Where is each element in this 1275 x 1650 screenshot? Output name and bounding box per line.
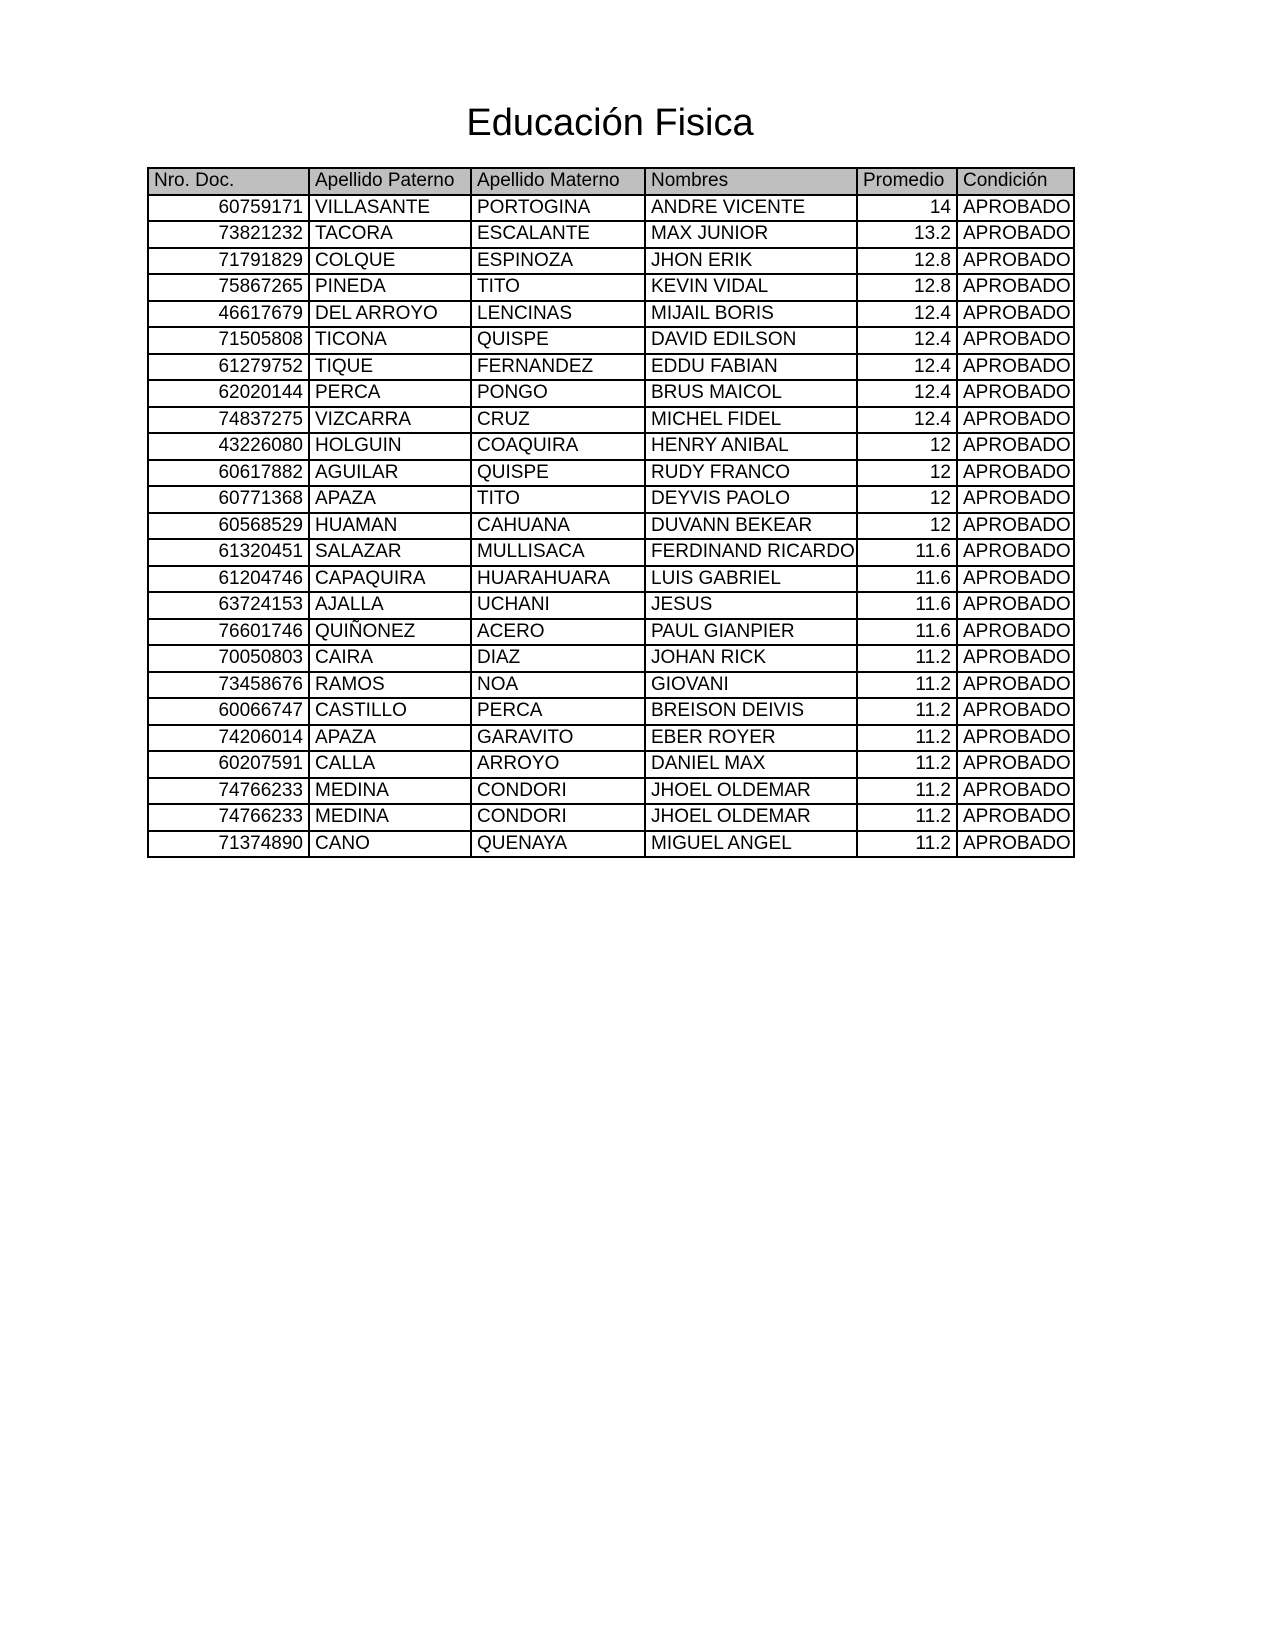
cell-nombres: EDDU FABIAN [645, 354, 857, 381]
cell-nro-doc: 63724153 [148, 592, 309, 619]
cell-promedio: 11.2 [857, 804, 957, 831]
cell-nombres: FERDINAND RICARDO [645, 539, 857, 566]
cell-apellido-materno: ESPINOZA [471, 248, 645, 275]
cell-nombres: JHOEL OLDEMAR [645, 778, 857, 805]
table-row [148, 751, 1074, 778]
cell-promedio: 12.4 [857, 327, 957, 354]
cell-nombres: JESUS [645, 592, 857, 619]
cell-apellido-paterno: CASTILLO [309, 698, 471, 725]
cell-nro-doc: 74766233 [148, 778, 309, 805]
cell-promedio: 11.2 [857, 778, 957, 805]
cell-condicion: APROBADO [957, 831, 1074, 858]
table-body [148, 195, 1074, 858]
cell-condicion: APROBADO [957, 221, 1074, 248]
cell-promedio: 14 [857, 195, 957, 222]
cell-promedio: 12 [857, 486, 957, 513]
cell-apellido-materno: ACERO [471, 619, 645, 646]
cell-nombres: JHOEL OLDEMAR [645, 804, 857, 831]
cell-nombres: MIGUEL ANGEL [645, 831, 857, 858]
cell-nro-doc: 76601746 [148, 619, 309, 646]
cell-promedio: 12.4 [857, 354, 957, 381]
cell-nombres: HENRY ANIBAL [645, 433, 857, 460]
cell-nro-doc: 71505808 [148, 327, 309, 354]
cell-apellido-paterno: HOLGUIN [309, 433, 471, 460]
table-row [148, 301, 1074, 328]
cell-apellido-paterno: SALAZAR [309, 539, 471, 566]
cell-condicion: APROBADO [957, 645, 1074, 672]
cell-nombres: MICHEL FIDEL [645, 407, 857, 434]
cell-apellido-materno: MULLISACA [471, 539, 645, 566]
cell-nro-doc: 71374890 [148, 831, 309, 858]
table-row [148, 380, 1074, 407]
cell-apellido-paterno: COLQUE [309, 248, 471, 275]
cell-nro-doc: 60568529 [148, 513, 309, 540]
cell-condicion: APROBADO [957, 407, 1074, 434]
table-row [148, 195, 1074, 222]
table-row [148, 804, 1074, 831]
cell-apellido-paterno: CALLA [309, 751, 471, 778]
table-row [148, 433, 1074, 460]
cell-condicion: APROBADO [957, 354, 1074, 381]
cell-apellido-materno: GARAVITO [471, 725, 645, 752]
cell-promedio: 12.8 [857, 248, 957, 275]
cell-condicion: APROBADO [957, 486, 1074, 513]
table-row [148, 831, 1074, 858]
cell-condicion: APROBADO [957, 778, 1074, 805]
grades-table [147, 167, 1075, 858]
cell-apellido-materno: QUISPE [471, 327, 645, 354]
cell-condicion: APROBADO [957, 592, 1074, 619]
cell-apellido-materno: PERCA [471, 698, 645, 725]
cell-promedio: 13.2 [857, 221, 957, 248]
cell-promedio: 12 [857, 433, 957, 460]
cell-promedio: 11.6 [857, 619, 957, 646]
cell-apellido-paterno: AGUILAR [309, 460, 471, 487]
table-row [148, 619, 1074, 646]
cell-apellido-paterno: CAPAQUIRA [309, 566, 471, 593]
table-row [148, 566, 1074, 593]
header-condicion: Condición [957, 168, 1074, 195]
table-row [148, 354, 1074, 381]
cell-apellido-materno: CAHUANA [471, 513, 645, 540]
cell-apellido-paterno: VILLASANTE [309, 195, 471, 222]
cell-apellido-materno: QUENAYA [471, 831, 645, 858]
table-row [148, 327, 1074, 354]
cell-condicion: APROBADO [957, 433, 1074, 460]
cell-apellido-paterno: TICONA [309, 327, 471, 354]
header-nombres: Nombres [645, 168, 857, 195]
cell-nro-doc: 60617882 [148, 460, 309, 487]
cell-apellido-materno: ESCALANTE [471, 221, 645, 248]
cell-nro-doc: 73458676 [148, 672, 309, 699]
cell-nro-doc: 75867265 [148, 274, 309, 301]
table-row [148, 725, 1074, 752]
cell-promedio: 12.4 [857, 407, 957, 434]
cell-apellido-materno: CRUZ [471, 407, 645, 434]
cell-nombres: BRUS MAICOL [645, 380, 857, 407]
table-row [148, 592, 1074, 619]
cell-nombres: MIJAIL BORIS [645, 301, 857, 328]
table-row [148, 486, 1074, 513]
cell-promedio: 11.2 [857, 645, 957, 672]
cell-promedio: 11.6 [857, 566, 957, 593]
cell-apellido-paterno: TACORA [309, 221, 471, 248]
cell-apellido-paterno: PERCA [309, 380, 471, 407]
cell-nro-doc: 71791829 [148, 248, 309, 275]
table-row [148, 274, 1074, 301]
cell-condicion: APROBADO [957, 380, 1074, 407]
cell-apellido-materno: FERNANDEZ [471, 354, 645, 381]
cell-promedio: 11.6 [857, 539, 957, 566]
cell-nro-doc: 43226080 [148, 433, 309, 460]
cell-nro-doc: 61204746 [148, 566, 309, 593]
cell-apellido-paterno: HUAMAN [309, 513, 471, 540]
table-row [148, 778, 1074, 805]
cell-apellido-materno: HUARAHUARA [471, 566, 645, 593]
table-row [148, 672, 1074, 699]
cell-apellido-materno: DIAZ [471, 645, 645, 672]
cell-promedio: 12 [857, 460, 957, 487]
cell-condicion: APROBADO [957, 751, 1074, 778]
cell-nro-doc: 74206014 [148, 725, 309, 752]
cell-promedio: 12.4 [857, 301, 957, 328]
cell-nro-doc: 74837275 [148, 407, 309, 434]
cell-condicion: APROBADO [957, 672, 1074, 699]
cell-apellido-paterno: DEL ARROYO [309, 301, 471, 328]
cell-apellido-paterno: CAIRA [309, 645, 471, 672]
table-row [148, 645, 1074, 672]
cell-apellido-materno: PORTOGINA [471, 195, 645, 222]
cell-promedio: 11.2 [857, 751, 957, 778]
cell-nombres: ANDRE VICENTE [645, 195, 857, 222]
cell-apellido-materno: TITO [471, 486, 645, 513]
cell-nro-doc: 73821232 [148, 221, 309, 248]
cell-promedio: 11.6 [857, 592, 957, 619]
cell-nombres: MAX JUNIOR [645, 221, 857, 248]
cell-nombres: BREISON DEIVIS [645, 698, 857, 725]
cell-promedio: 12.8 [857, 274, 957, 301]
cell-apellido-materno: LENCINAS [471, 301, 645, 328]
cell-nombres: DEYVIS PAOLO [645, 486, 857, 513]
cell-nombres: DANIEL MAX [645, 751, 857, 778]
cell-apellido-paterno: CANO [309, 831, 471, 858]
cell-apellido-materno: TITO [471, 274, 645, 301]
header-apellido-paterno: Apellido Paterno [309, 168, 471, 195]
cell-condicion: APROBADO [957, 725, 1074, 752]
cell-condicion: APROBADO [957, 460, 1074, 487]
cell-condicion: APROBADO [957, 804, 1074, 831]
cell-apellido-materno: UCHANI [471, 592, 645, 619]
cell-apellido-materno: CONDORI [471, 778, 645, 805]
cell-apellido-materno: CONDORI [471, 804, 645, 831]
table-row [148, 221, 1074, 248]
cell-nro-doc: 60207591 [148, 751, 309, 778]
cell-apellido-paterno: PINEDA [309, 274, 471, 301]
cell-apellido-paterno: RAMOS [309, 672, 471, 699]
cell-apellido-materno: COAQUIRA [471, 433, 645, 460]
cell-condicion: APROBADO [957, 539, 1074, 566]
table-row [148, 407, 1074, 434]
cell-nombres: GIOVANI [645, 672, 857, 699]
table-row [148, 513, 1074, 540]
cell-nombres: DUVANN BEKEAR [645, 513, 857, 540]
cell-apellido-paterno: QUIÑONEZ [309, 619, 471, 646]
cell-nombres: JOHAN RICK [645, 645, 857, 672]
cell-nro-doc: 60066747 [148, 698, 309, 725]
cell-nombres: PAUL GIANPIER [645, 619, 857, 646]
cell-condicion: APROBADO [957, 195, 1074, 222]
table-row [148, 248, 1074, 275]
header-promedio: Promedio [857, 168, 957, 195]
cell-apellido-materno: PONGO [471, 380, 645, 407]
cell-apellido-materno: NOA [471, 672, 645, 699]
cell-nombres: JHON ERIK [645, 248, 857, 275]
cell-promedio: 11.2 [857, 831, 957, 858]
table-row [148, 460, 1074, 487]
page-title: Educación Fisica [466, 102, 754, 144]
cell-apellido-materno: ARROYO [471, 751, 645, 778]
table-row [148, 539, 1074, 566]
cell-condicion: APROBADO [957, 301, 1074, 328]
cell-nro-doc: 70050803 [148, 645, 309, 672]
cell-nro-doc: 74766233 [148, 804, 309, 831]
cell-condicion: APROBADO [957, 619, 1074, 646]
cell-apellido-paterno: AJALLA [309, 592, 471, 619]
cell-apellido-paterno: TIQUE [309, 354, 471, 381]
cell-promedio: 11.2 [857, 698, 957, 725]
cell-condicion: APROBADO [957, 698, 1074, 725]
cell-apellido-paterno: VIZCARRA [309, 407, 471, 434]
header-apellido-materno: Apellido Materno [471, 168, 645, 195]
cell-nro-doc: 62020144 [148, 380, 309, 407]
cell-nombres: LUIS GABRIEL [645, 566, 857, 593]
cell-promedio: 11.2 [857, 672, 957, 699]
header-row [148, 168, 1074, 195]
cell-condicion: APROBADO [957, 327, 1074, 354]
cell-condicion: APROBADO [957, 513, 1074, 540]
cell-nro-doc: 60771368 [148, 486, 309, 513]
table-row [148, 698, 1074, 725]
cell-apellido-paterno: MEDINA [309, 804, 471, 831]
cell-nro-doc: 46617679 [148, 301, 309, 328]
cell-nro-doc: 60759171 [148, 195, 309, 222]
cell-nombres: RUDY FRANCO [645, 460, 857, 487]
cell-apellido-paterno: APAZA [309, 725, 471, 752]
cell-promedio: 11.2 [857, 725, 957, 752]
cell-condicion: APROBADO [957, 274, 1074, 301]
cell-condicion: APROBADO [957, 566, 1074, 593]
cell-nombres: KEVIN VIDAL [645, 274, 857, 301]
cell-apellido-paterno: MEDINA [309, 778, 471, 805]
table-header [148, 168, 1074, 195]
cell-promedio: 12.4 [857, 380, 957, 407]
cell-nro-doc: 61320451 [148, 539, 309, 566]
cell-condicion: APROBADO [957, 248, 1074, 275]
cell-nombres: DAVID EDILSON [645, 327, 857, 354]
cell-apellido-paterno: APAZA [309, 486, 471, 513]
header-nro-doc: Nro. Doc. [148, 168, 309, 195]
cell-apellido-materno: QUISPE [471, 460, 645, 487]
cell-promedio: 12 [857, 513, 957, 540]
cell-nombres: EBER ROYER [645, 725, 857, 752]
cell-nro-doc: 61279752 [148, 354, 309, 381]
